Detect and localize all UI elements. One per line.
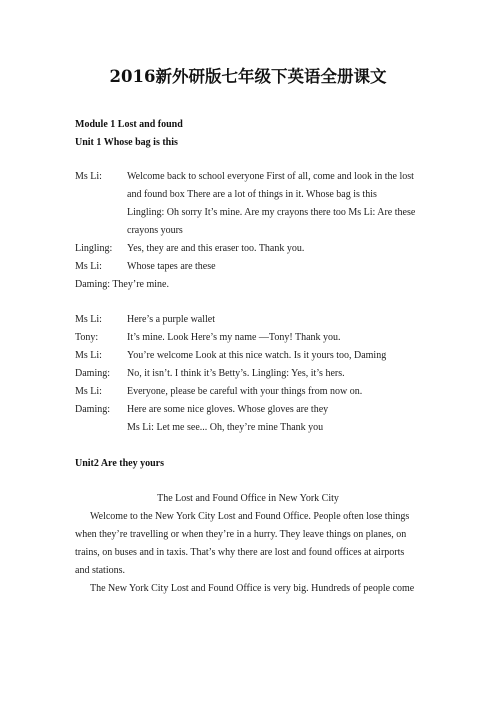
- passage-line: and stations.: [75, 565, 125, 576]
- speaker-label: Lingling:: [75, 243, 113, 254]
- dialogue-line: Everyone, please be careful with your things from now on.: [127, 386, 363, 397]
- dialogue-line: Whose tapes are these: [127, 261, 216, 272]
- unit2-heading: Unit2 Are they yours: [75, 458, 164, 469]
- dialogue-line: and found box There are a lot of things in it. Whose bag is this: [127, 189, 377, 200]
- dialogue-line: No, it isn’t. I think it’s Betty’s. Lingling: Yes, it’s hers.: [127, 368, 345, 379]
- dialogue-line: Yes, they are and this eraser too. Thank you.: [127, 243, 305, 254]
- module-heading: Module 1 Lost and found: [75, 119, 183, 130]
- speaker-label: Ms Li:: [75, 261, 102, 272]
- speaker-label: Ms Li:: [75, 386, 102, 397]
- dialogue-line: Here’s a purple wallet: [127, 314, 216, 325]
- speaker-label: Daming:: [75, 404, 110, 415]
- passage-line: trains, on buses and in taxis. That’s why there are lost and found offices at airports: [75, 547, 405, 558]
- dialogue-line: Ms Li: Let me see... Oh, they’re mine Thank you: [127, 422, 324, 433]
- dialogue-line: crayons yours: [127, 225, 183, 236]
- dialogue-line: Lingling: Oh sorry It’s mine. Are my crayons there too Ms Li: Are these: [127, 207, 416, 218]
- speaker-label: Ms Li:: [75, 314, 102, 325]
- dialogue-line: Daming: They’re mine.: [75, 279, 169, 290]
- speaker-label: Ms Li:: [75, 350, 102, 361]
- speaker-label: Ms Li:: [75, 171, 102, 182]
- speaker-label: Daming:: [75, 368, 110, 379]
- dialogue-line: Here are some nice gloves. Whose gloves are they: [127, 404, 329, 415]
- dialogue-line: You’re welcome Look at this nice watch. Is it yours too, Daming: [127, 350, 387, 361]
- passage-line: when they’re travelling or when they’re in a hurry. They leave things on planes, on: [75, 529, 407, 540]
- unit1-heading: Unit 1 Whose bag is this: [75, 137, 178, 148]
- speaker-label: Tony:: [75, 332, 99, 343]
- dialogue-line: It’s mine. Look Here’s my name —Tony! Thank you.: [127, 332, 341, 343]
- passage-title: The Lost and Found Office in New York City: [157, 493, 339, 504]
- passage-line: The New York City Lost and Found Office is very big. Hundreds of people come: [90, 583, 415, 594]
- dialogue-line: Welcome back to school everyone First of all, come and look in the lost: [127, 171, 414, 182]
- document-title: 2016新外研版七年级下英语全册课文: [109, 67, 387, 86]
- passage-line: Welcome to the New York City Lost and Found Office. People often lose things: [90, 511, 410, 522]
